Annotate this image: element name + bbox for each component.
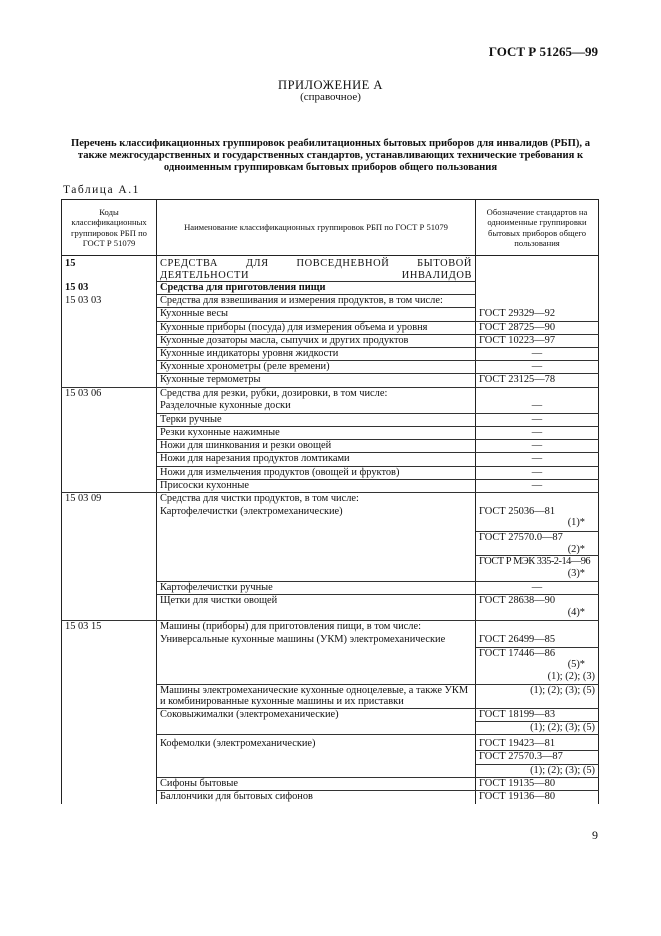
table-row <box>62 295 599 308</box>
standard-cell: (1); (2); (3); (5) <box>476 764 599 777</box>
code-cell <box>62 374 157 387</box>
standard-cell: — <box>476 440 599 453</box>
name-cell: Кофемолки (электромеханические) <box>157 735 476 751</box>
name-cell: Кухонные хронометры (реле времени) <box>157 361 476 374</box>
standard-cell <box>476 647 599 671</box>
table-row <box>62 764 599 777</box>
name-cell: Ножи для нарезания продуктов ломтиками <box>157 453 476 466</box>
name-cell <box>157 764 476 777</box>
table-row <box>62 308 599 321</box>
table-row <box>62 493 599 506</box>
table-label: Таблица А.1 <box>63 184 140 196</box>
table-row <box>62 321 599 334</box>
standard-cell: — <box>476 427 599 440</box>
code-cell <box>62 347 157 360</box>
standard-cell <box>476 556 599 582</box>
name-cell: Средства для чистки продуктов, в том числе: <box>157 493 476 506</box>
code-cell <box>62 595 157 621</box>
standard-note: (2)* <box>567 543 585 555</box>
code-cell <box>62 735 157 751</box>
name-cell: Баллончики для бытовых сифонов <box>157 790 476 803</box>
code-cell <box>62 764 157 777</box>
name-cell: Резки кухонные нажимные <box>157 427 476 440</box>
standard-cell: ГОСТ 28725—90 <box>476 321 599 334</box>
table-row <box>62 453 599 466</box>
name-cell: Кухонные индикаторы уровня жидкости <box>157 347 476 360</box>
name-cell: Средства для резки, рубки, дозировки, в том числе: <box>157 387 476 400</box>
standard-cell: ГОСТ 29329—92 <box>476 308 599 321</box>
standard-note: (3)* <box>567 567 585 579</box>
standard-cell: — <box>476 479 599 492</box>
column-header-standard: Обозначение стандартов на одноименные группировки бытовых приборов общего пользования <box>476 200 599 256</box>
document-code: ГОСТ Р 51265—99 <box>488 44 598 59</box>
name-cell <box>157 556 476 582</box>
standard-note: (1)* <box>567 517 585 529</box>
code-cell: 15 03 15 <box>62 621 157 634</box>
appendix-title: ПРИЛОЖЕНИЕ А <box>278 78 383 92</box>
table-row <box>62 361 599 374</box>
name-cell: Кухонные приборы (посуда) для измерения объема и уровня <box>157 321 476 334</box>
table-row <box>62 334 599 347</box>
table-header-row <box>62 200 599 256</box>
page-number: 9 <box>592 828 598 842</box>
standard-cell: ГОСТ 23125—78 <box>476 374 599 387</box>
table-row <box>62 256 599 282</box>
table-row <box>62 466 599 479</box>
table-row <box>62 708 599 721</box>
name-cell: Средства для приготовления пищи <box>157 282 476 295</box>
standard-cell: ГОСТ 26499—85 <box>476 634 599 647</box>
code-cell <box>62 671 157 684</box>
name-cell: Присоски кухонные <box>157 479 476 492</box>
standard-cell <box>476 256 599 282</box>
name-cell <box>157 532 476 556</box>
name-cell <box>157 671 476 684</box>
standard-cell <box>476 532 599 556</box>
name-cell: Картофелечистки ручные <box>157 582 476 595</box>
table-row <box>62 532 599 556</box>
code-cell <box>62 532 157 556</box>
standard-cell: ГОСТ 18199—83 <box>476 708 599 721</box>
table-heading: Перечень классификационных группировок реабилитационных бытовых приборов для инвалидов (РБП), а также межгосударственных и государственных стандартов, устанавливающих технические требования к одноименным группировкам бытовых приборов общего пользования <box>70 138 591 173</box>
name-cell <box>157 751 476 764</box>
name-cell: Средства для взвешивания и измерения продуктов, в том числе: <box>157 295 476 308</box>
table-row <box>62 647 599 671</box>
code-cell <box>62 308 157 321</box>
table-row <box>62 413 599 426</box>
table-row <box>62 684 599 708</box>
table-row <box>62 556 599 582</box>
name-cell: Терки ручные <box>157 413 476 426</box>
code-cell: 15 <box>62 256 157 282</box>
standard-cell <box>476 282 599 295</box>
code-cell <box>62 427 157 440</box>
code-cell <box>62 453 157 466</box>
code-cell <box>62 790 157 803</box>
code-cell: 15 03 06 <box>62 387 157 400</box>
name-cell: Ножи для измельчения продуктов (овощей и фруктов) <box>157 466 476 479</box>
code-cell <box>62 634 157 647</box>
standard-designation: ГОСТ 28638—90 <box>479 595 556 607</box>
standard-designation: ГОСТ 17446—86 <box>479 647 556 659</box>
code-cell <box>62 777 157 790</box>
standard-designation: ГОСТ 27570.0—87 <box>479 532 563 544</box>
standard-cell <box>476 493 599 506</box>
table-row <box>62 722 599 735</box>
table-row <box>62 621 599 634</box>
code-cell <box>62 506 157 532</box>
name-cell: Кухонные весы <box>157 308 476 321</box>
name-cell: СРЕДСТВА ДЛЯ ПОВСЕДНЕВНОЙ БЫТОВОЙ ДЕЯТЕЛЬНОСТИ ИНВАЛИДОВ <box>157 256 476 282</box>
name-cell: Щетки для чистки овощей <box>157 595 476 621</box>
table-row <box>62 671 599 684</box>
code-cell <box>62 684 157 708</box>
appendix-type: (справочное) <box>300 91 361 103</box>
standard-note: (5)* <box>567 659 585 671</box>
name-cell <box>157 647 476 671</box>
name-cell: Кухонные дозаторы масла, сыпучих и других продуктов <box>157 334 476 347</box>
name-cell: Соковыжималки (электромеханические) <box>157 708 476 721</box>
table-row <box>62 440 599 453</box>
table-row <box>62 777 599 790</box>
table-row <box>62 634 599 647</box>
table-row <box>62 347 599 360</box>
standard-cell: (1); (2); (3); (5) <box>476 684 599 708</box>
table-row <box>62 479 599 492</box>
code-cell <box>62 334 157 347</box>
standard-designation: ГОСТ Р МЭК 335-2-14—96 <box>479 556 591 568</box>
table-row <box>62 790 599 803</box>
name-cell: Картофелечистки (электромеханические) <box>157 506 476 532</box>
standard-cell: — <box>476 400 599 413</box>
code-cell <box>62 440 157 453</box>
table-row <box>62 374 599 387</box>
standard-cell <box>476 595 599 621</box>
name-cell: Кухонные термометры <box>157 374 476 387</box>
name-cell: Машины электромеханические кухонные одноцелевые, а также УКМ и комбинированные кухонные машины и их приставки <box>157 684 476 708</box>
table-row <box>62 735 599 751</box>
column-header-code: Коды классификационных группировок РБП по ГОСТ Р 51079 <box>62 200 157 256</box>
standard-cell: — <box>476 361 599 374</box>
code-cell <box>62 556 157 582</box>
table-row <box>62 282 599 295</box>
code-cell <box>62 582 157 595</box>
code-cell <box>62 413 157 426</box>
table-row <box>62 387 599 400</box>
code-cell <box>62 751 157 764</box>
standard-cell: ГОСТ 19136—80 <box>476 790 599 803</box>
code-cell: 15 03 03 <box>62 295 157 308</box>
column-header-name: Наименование классификационных группировок РБП по ГОСТ Р 51079 <box>157 200 476 256</box>
standard-designation: ГОСТ 25036—81 <box>479 505 556 517</box>
code-cell <box>62 708 157 721</box>
code-cell <box>62 321 157 334</box>
code-cell <box>62 647 157 671</box>
standard-cell: — <box>476 347 599 360</box>
name-cell: Разделочные кухонные доски <box>157 400 476 413</box>
standard-cell: ГОСТ 27570.3—87 <box>476 751 599 764</box>
table-row <box>62 595 599 621</box>
name-cell: Универсальные кухонные машины (УКМ) электромеханические <box>157 634 476 647</box>
table-row <box>62 427 599 440</box>
name-cell: Машины (приборы) для приготовления пищи, в том числе: <box>157 621 476 634</box>
standard-note: (4)* <box>567 606 585 618</box>
name-cell <box>157 722 476 735</box>
standard-cell: ГОСТ 19423—81 <box>476 735 599 751</box>
standard-cell <box>476 295 599 308</box>
table-row <box>62 751 599 764</box>
standard-cell: ГОСТ 19135—80 <box>476 777 599 790</box>
standard-cell: — <box>476 466 599 479</box>
standard-cell: — <box>476 453 599 466</box>
table-row <box>62 400 599 413</box>
standard-cell: ГОСТ 10223—97 <box>476 334 599 347</box>
name-cell: Ножи для шинкования и резки овощей <box>157 440 476 453</box>
code-cell <box>62 722 157 735</box>
standard-cell: — <box>476 413 599 426</box>
standard-cell: — <box>476 582 599 595</box>
name-cell: Сифоны бытовые <box>157 777 476 790</box>
code-cell <box>62 479 157 492</box>
code-cell: 15 03 09 <box>62 493 157 506</box>
code-cell <box>62 400 157 413</box>
standard-cell <box>476 621 599 634</box>
code-cell <box>62 361 157 374</box>
table-row <box>62 582 599 595</box>
table-row <box>62 506 599 532</box>
standard-cell <box>476 506 599 532</box>
standard-cell <box>476 387 599 400</box>
standard-cell: (1); (2); (3) <box>476 671 599 684</box>
standard-cell: (1); (2); (3); (5) <box>476 722 599 735</box>
code-cell <box>62 466 157 479</box>
code-cell: 15 03 <box>62 282 157 295</box>
standards-table <box>61 199 599 804</box>
